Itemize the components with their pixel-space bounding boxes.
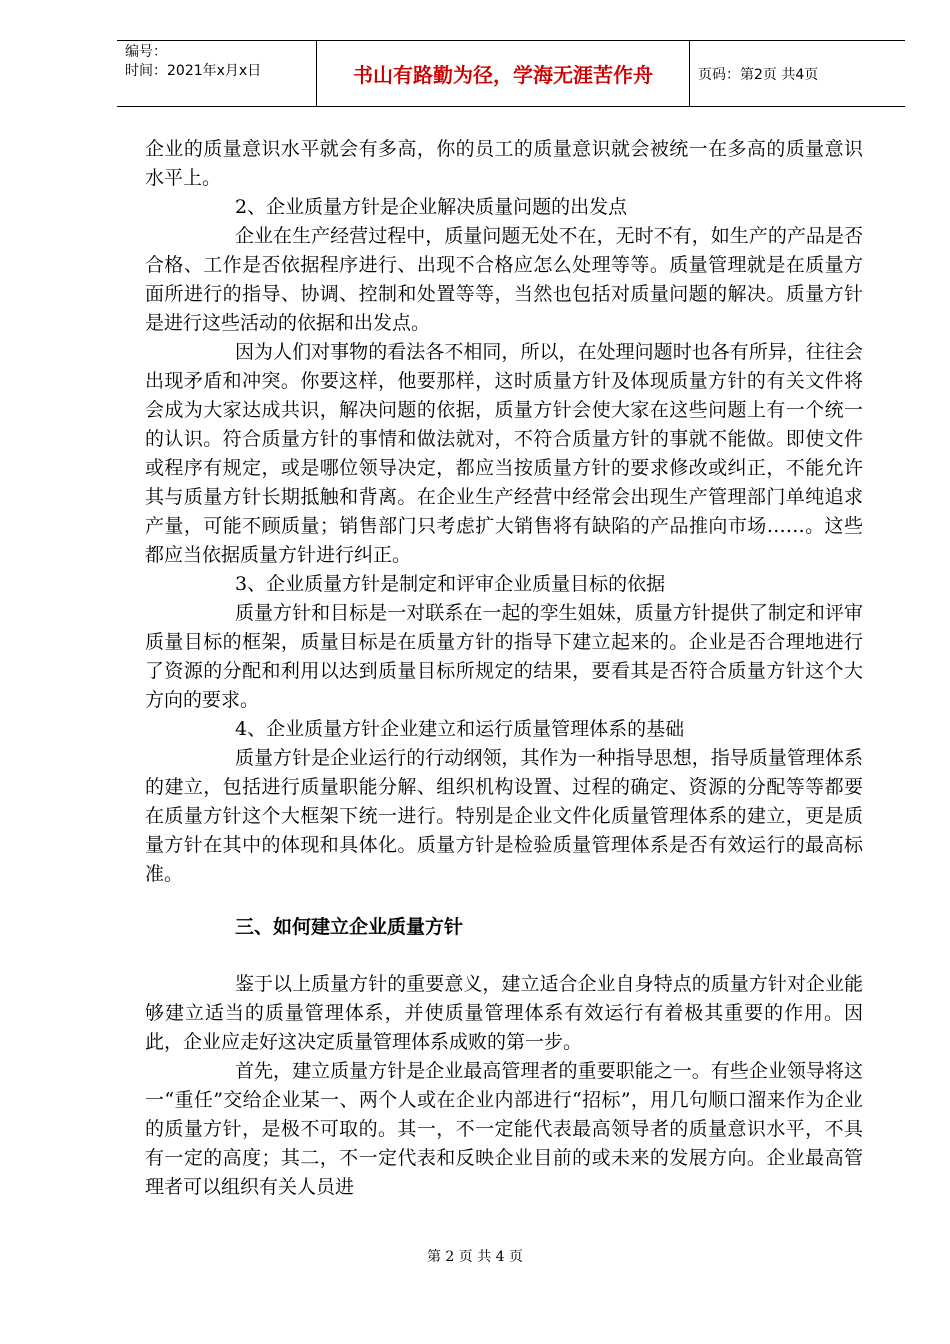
- paragraph: 因为人们对事物的看法各不相同，所以，在处理问题时也各有所异，往往会出现矛盾和冲突。你要这样，他要那样，这时质量方针及体现质量方针的有关文件将会成为大家达成共识，解决问题的依据，质量方针会使大家在这些问题上有一个统一的认识。符合质量方针的事情和做法就对，不符合质量方针的事就不能做。即使文件或程序有规定，或是哪位领导决定，都应当按质量方针的要求修改或纠正，不能允许其与质量方针长期抵触和背离。在企业生产经营中经常会出现生产管理部门单纯追求产量，可能不顾质量；销售部门只考虑扩大销售将有缺陷的产品推向市场……。这些都应当依据质量方针进行纠正。: [145, 341, 863, 566]
- paragraph: 企业在生产经营过程中，质量问题无处不在，无时不有，如生产的产品是否合格、工作是否依据程序进行、出现不合格应怎么处理等等。质量管理就是在质量方面所进行的指导、协调、控制和处置等等，当然也包括对质量问题的解决。质量方针是进行这些活动的依据和出发点。: [145, 225, 863, 334]
- document-body: [145, 135, 863, 1202]
- paragraph: 质量方针是企业运行的行动纲领，其作为一种指导思想，指导质量管理体系的建立，包括进行质量职能分解、组织机构设置、过程的确定、资源的分配等等都要在质量方针这个大框架下统一进行。特别是企业文件化质量管理体系的建立，更是质量方针在其中的体现和具体化。质量方针是检验质量管理体系是否有效运行的最高标准。: [145, 747, 863, 885]
- header-page-info: 页码：第2页 共4页: [698, 66, 819, 83]
- section-title: 三、如何建立企业质量方针: [235, 916, 464, 938]
- subheading: 3、企业质量方针是制定和评审企业质量目标的依据: [235, 573, 666, 595]
- subheading: 4、企业质量方针企业建立和运行质量管理体系的基础: [235, 718, 685, 740]
- paragraph: 首先，建立质量方针是企业最高管理者的重要职能之一。有些企业领导将这一“重任”交给企业某一、两个人或在企业内部进行“招标”，用几句顺口溜来作为企业的质量方针，是极不可取的。其一，不一定能代表最高领导者的质量意识水平，不具有一定的高度；其二，不一定代表和反映企业目前的或未来的发展方向。企业最高管理者可以组织有关人员进: [145, 1060, 863, 1198]
- paragraph: 鉴于以上质量方针的重要意义，建立适合企业自身特点的质量方针对企业能够建立适当的质量管理体系，并使质量管理体系有效运行有着极其重要的作用。因此，企业应走好这决定质量管理体系成败的第一步。: [145, 973, 863, 1053]
- time-label: 时间：2021年x月x日: [125, 63, 262, 79]
- subheading: 2、企业质量方针是企业解决质量问题的出发点: [235, 196, 628, 218]
- paragraph: 质量方针和目标是一对联系在一起的孪生姐妹，质量方针提供了制定和评审质量目标的框架，质量目标是在质量方针的指导下建立起来的。企业是否合理地进行了资源的分配和利用以达到质量目标所规定的结果，要看其是否符合质量方针这个大方向的要求。: [145, 602, 863, 711]
- header-meta: [117, 41, 316, 106]
- header-motto: 书山有路勤为径，学海无涯苦作舟: [316, 41, 690, 106]
- page-footer: 第 2 页 共 4 页: [426, 1249, 524, 1265]
- paragraph: 企业的质量意识水平就会有多高，你的员工的质量意识就会被统一在多高的质量意识水平上。: [145, 138, 863, 189]
- page-header: [117, 40, 905, 107]
- number-label: 编号：: [125, 44, 167, 60]
